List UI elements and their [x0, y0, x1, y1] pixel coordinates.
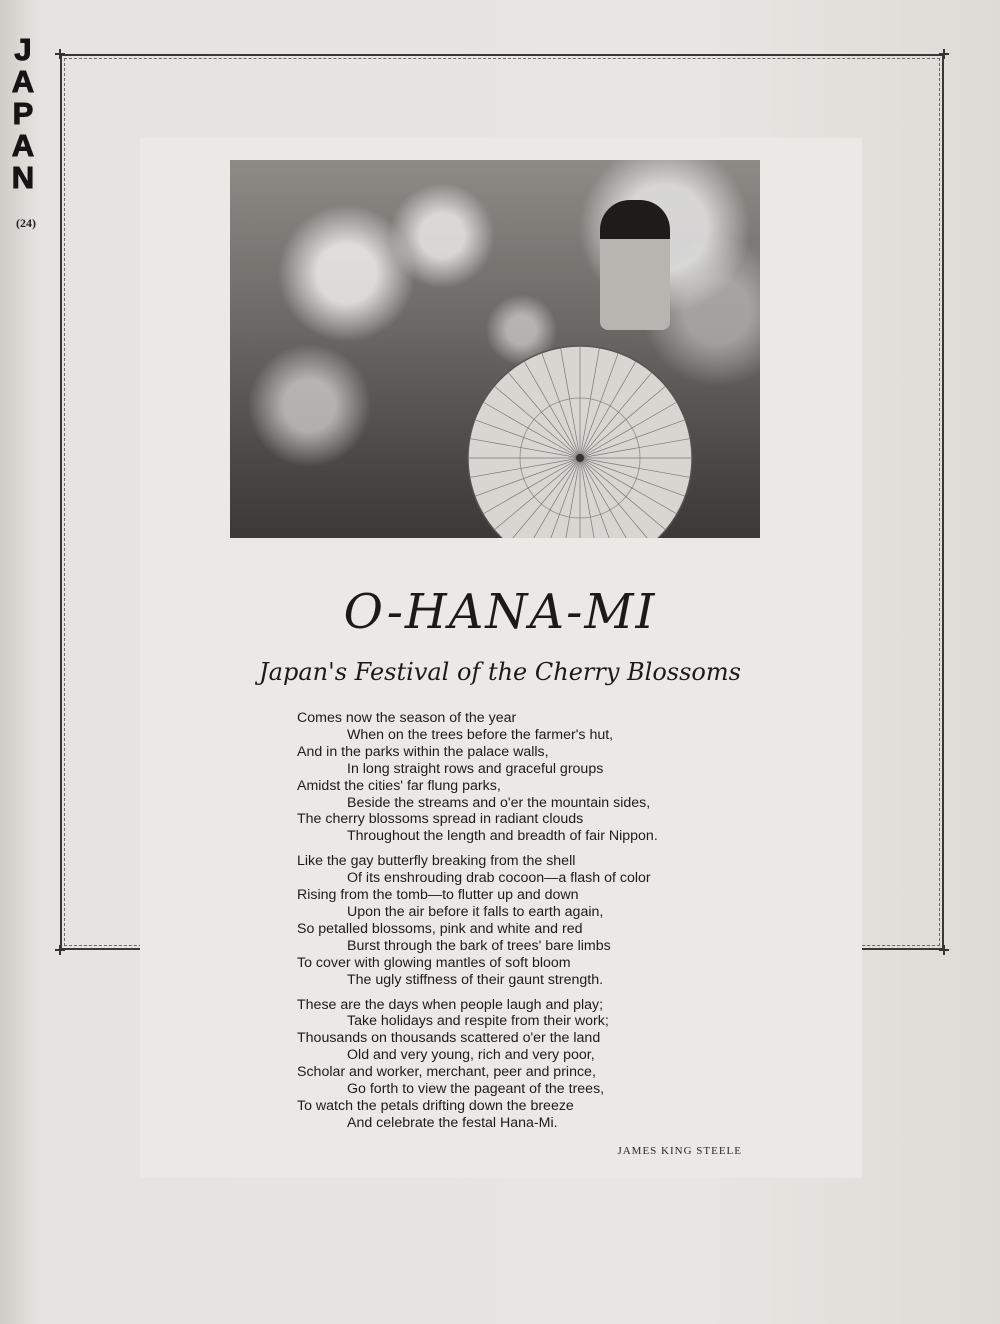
poem-line: To watch the petals drifting down the breeze	[297, 1097, 574, 1114]
side-title-letter: A	[11, 128, 35, 163]
page-title: O-HANA-MI	[343, 584, 657, 640]
poem-line: Rising from the tomb—to flutter up and down	[297, 887, 579, 904]
poem-line: Beside the streams and o'er the mountain sides,	[347, 794, 651, 811]
poem-line: Amidst the cities' far flung parks,	[297, 777, 501, 794]
poem-stanza	[297, 710, 757, 845]
cherry-blossom-photo	[230, 160, 760, 538]
poem-line: Comes now the season of the year	[297, 710, 517, 726]
poem-line: Old and very young, rich and very poor,	[347, 1047, 595, 1064]
poem-stanza	[297, 997, 757, 1132]
side-title-japan	[6, 34, 40, 194]
parasol-icon	[230, 160, 760, 538]
poem-line: These are the days when people laugh and play;	[297, 996, 604, 1013]
poem-line: Like the gay butterfly breaking from the shell	[297, 853, 576, 870]
poem-line: The ugly stiffness of their gaunt strength.	[347, 971, 604, 988]
side-title-letter: J	[14, 32, 32, 67]
side-title-letter: N	[11, 160, 35, 195]
corner-ornament-icon	[56, 50, 64, 58]
poem-line: Thousands on thousands scattered o'er the land	[297, 1030, 601, 1047]
poem-line: Burst through the bark of trees' bare limbs	[347, 937, 611, 954]
side-title-letter: A	[11, 64, 35, 99]
poem-line: And in the parks within the palace walls,	[297, 743, 549, 760]
poem-line: Take holidays and respite from their work;	[347, 1013, 609, 1030]
poem-line: Of its enshrouding drab cocoon—a flash of color	[347, 870, 651, 887]
poem-stanza	[297, 853, 757, 988]
poem	[297, 710, 757, 1140]
poem-author: JAMES KING STEELE	[617, 1145, 742, 1157]
poem-line: Scholar and worker, merchant, peer and prince,	[297, 1064, 596, 1081]
poem-line: To cover with glowing mantles of soft bloom	[297, 954, 571, 971]
poem-line: The cherry blossoms spread in radiant clouds	[297, 811, 584, 828]
corner-ornament-icon	[940, 50, 948, 58]
poem-line: In long straight rows and graceful groups	[347, 760, 604, 777]
side-title-letter: P	[12, 96, 34, 131]
poem-line: Upon the air before it falls to earth again,	[347, 903, 604, 920]
poem-line: And celebrate the festal Hana-Mi.	[347, 1114, 558, 1131]
poem-line: Throughout the length and breadth of fair Nippon.	[347, 828, 658, 845]
page-number: (24)	[16, 216, 36, 230]
poem-line: Go forth to view the pageant of the trees,	[347, 1081, 605, 1098]
poem-line: When on the trees before the farmer's hut,	[347, 726, 614, 743]
poem-line: So petalled blossoms, pink and white and red	[297, 920, 583, 937]
corner-ornament-icon	[56, 946, 64, 954]
page-subtitle: Japan's Festival of the Cherry Blossoms	[259, 658, 741, 686]
corner-ornament-icon	[940, 946, 948, 954]
